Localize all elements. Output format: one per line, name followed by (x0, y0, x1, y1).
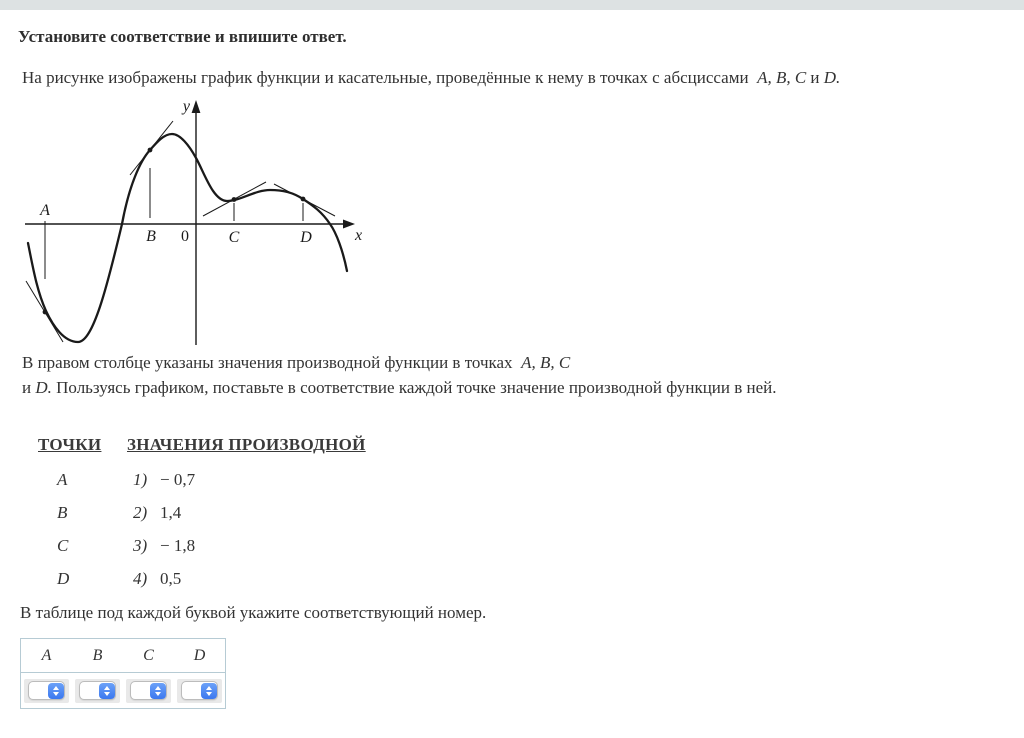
match-option-number: 4) (133, 569, 148, 588)
answer-cell-a (21, 679, 72, 703)
function-graph (15, 95, 370, 358)
answer-table (20, 638, 226, 709)
intro-points-abc: A, B, C (757, 68, 807, 87)
stepper-icon (48, 683, 64, 699)
match-point-label: A (57, 470, 68, 489)
answer-table-header (21, 639, 225, 673)
answer-select-c-pill (130, 681, 167, 700)
x-axis-label: x (355, 227, 363, 244)
match-row-b (0, 503, 400, 525)
match-option-value: 1,4 (160, 503, 182, 522)
match-option-number: 3) (133, 536, 148, 555)
match-row-a (0, 470, 400, 492)
values-column-header: ЗНАЧЕНИЯ ПРОИЗВОДНОЙ (127, 435, 366, 454)
match-point-label: D (57, 569, 70, 588)
answer-select-a-pill (28, 681, 65, 700)
stepper-icon (99, 683, 115, 699)
task-line2-text: Пользуясь графиком, поставьте в соответствие каждой точке значение производной функции в ней. (56, 378, 777, 397)
task-description (22, 350, 777, 400)
y-axis-arrow (192, 100, 201, 113)
intro-point-d: D. (823, 68, 841, 87)
point-label-c: C (228, 229, 240, 246)
task-description-line2 (22, 375, 777, 400)
graph-svg (15, 95, 370, 353)
intro-text (22, 68, 840, 88)
point-dot-a (43, 310, 48, 315)
point-dot-d (301, 197, 306, 202)
match-point-label: B (57, 503, 68, 522)
answer-header-a: A (41, 646, 52, 664)
point-dot-b (148, 148, 153, 153)
y-axis-label: y (182, 98, 190, 115)
intro-text-main: На рисунке изображены график функции и касательные, проведённые к нему в точках с абсциссами (22, 68, 749, 87)
answer-select-a[interactable] (24, 679, 69, 703)
task-line2-conj: и (22, 378, 32, 397)
x-axis-arrow (343, 220, 355, 229)
match-option-value: − 1,8 (160, 536, 196, 555)
origin-label: 0 (181, 228, 189, 245)
page-title: Установите соответствие и впишите ответ. (18, 27, 347, 46)
answer-cell-d (174, 679, 225, 703)
answer-select-c[interactable] (126, 679, 171, 703)
answer-table-inputs-row (21, 673, 225, 708)
intro-conj: и (810, 68, 820, 87)
answer-cell-b (72, 679, 123, 703)
task-line1-text: В правом столбце указаны значения производной функции в точках (22, 353, 513, 372)
point-label-b: B (146, 228, 156, 245)
task-line1-points: A, B, C (521, 353, 571, 372)
answer-header-d: D (193, 646, 206, 664)
task-line2-point: D. (35, 378, 52, 397)
match-option-number: 2) (133, 503, 148, 522)
point-dot-c (232, 197, 237, 202)
answer-select-d[interactable] (177, 679, 222, 703)
answer-select-b[interactable] (75, 679, 120, 703)
match-row-d (0, 569, 400, 591)
match-option-number: 1) (133, 470, 148, 489)
point-label-d: D (300, 229, 312, 246)
answer-cell-c (123, 679, 174, 703)
points-column-header: ТОЧКИ (38, 435, 102, 454)
match-row-c (0, 536, 400, 558)
point-label-a: A (40, 202, 50, 219)
answer-header-b: B (92, 646, 103, 664)
stepper-icon (150, 683, 166, 699)
answer-header-c: C (143, 646, 154, 664)
answer-instruction: В таблице под каждой буквой укажите соответствующий номер. (20, 603, 487, 622)
match-point-label: C (57, 536, 69, 555)
task-description-line1 (22, 350, 777, 375)
stepper-icon (201, 683, 217, 699)
match-option-value: − 0,7 (160, 470, 196, 489)
answer-select-b-pill (79, 681, 116, 700)
answer-select-d-pill (181, 681, 218, 700)
top-bar (0, 0, 1024, 10)
match-option-value: 0,5 (160, 569, 182, 588)
